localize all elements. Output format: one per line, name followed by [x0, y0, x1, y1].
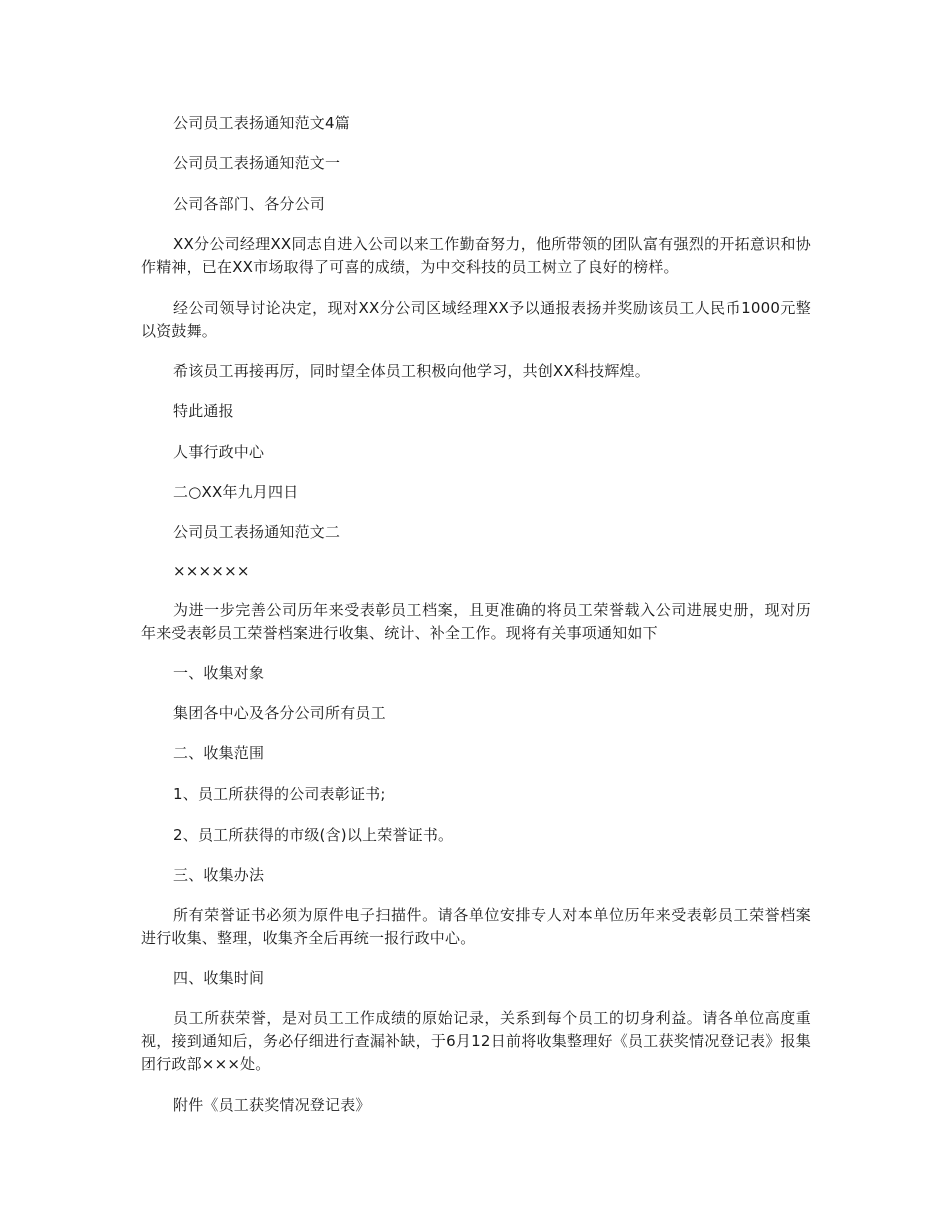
section-2-heading-1: 一、收集对象	[173, 664, 265, 682]
section-1-department: 人事行政中心	[173, 443, 265, 461]
section-1-heading: 公司员工表扬通知范文一	[173, 154, 341, 172]
section-1-paragraph-2: 经公司领导讨论决定，现对XX分公司区域经理XX予以通报表扬并奖励该员工人民币1000元整以资鼓舞。	[141, 299, 811, 340]
section-1-recipient: 公司各部门、各分公司	[173, 195, 326, 213]
section-1-date: 二○XX年九月四日	[173, 483, 299, 501]
section-2-recipient: ××××××	[173, 562, 250, 580]
section-2-heading-4-body: 员工所获荣誉，是对员工工作成绩的原始记录，关系到每个员工的切身利益。请各单位高度重视，接到通知后，务必仔细进行查漏补缺，于6月12日前将收集整理好《员工获奖情况登记表》报集团行政部×××处。	[141, 1009, 811, 1073]
section-1-paragraph-1: XX分公司经理XX同志自进入公司以来工作勤奋努力，他所带领的团队富有强烈的开拓意识和协作精神，已在XX市场取得了可喜的成绩，为中交科技的员工树立了良好的榜样。	[141, 235, 811, 276]
section-1-paragraph-3: 希该员工再接再厉，同时望全体员工积极向他学习，共创XX科技辉煌。	[173, 362, 650, 380]
section-2-attachment: 附件《员工获奖情况登记表》	[173, 1096, 371, 1114]
section-2-heading-1-body: 集团各中心及各分公司所有员工	[173, 704, 386, 722]
section-2-list-item-1: 1、员工所获得的公司表彰证书;	[173, 785, 386, 803]
section-2-heading-2: 二、收集范围	[173, 744, 265, 762]
section-2-list-item-2: 2、员工所获得的市级(含)以上荣誉证书。	[173, 826, 454, 844]
section-2-heading: 公司员工表扬通知范文二	[173, 523, 341, 541]
section-2-heading-3: 三、收集办法	[173, 866, 265, 884]
section-2-heading-3-body: 所有荣誉证书必须为原件电子扫描件。请各单位安排专人对本单位历年来受表彰员工荣誉档案进行收集、整理，收集齐全后再统一报行政中心。	[141, 906, 811, 947]
section-2-paragraph-1: 为进一步完善公司历年来受表彰员工档案，且更准确的将员工荣誉载入公司进展史册，现对历年来受表彰员工荣誉档案进行收集、统计、补全工作。现将有关事项通知如下	[141, 601, 811, 642]
section-2-heading-4: 四、收集时间	[173, 969, 265, 987]
document-title: 公司员工表扬通知范文4篇	[173, 114, 350, 132]
section-1-closing: 特此通报	[173, 402, 234, 420]
